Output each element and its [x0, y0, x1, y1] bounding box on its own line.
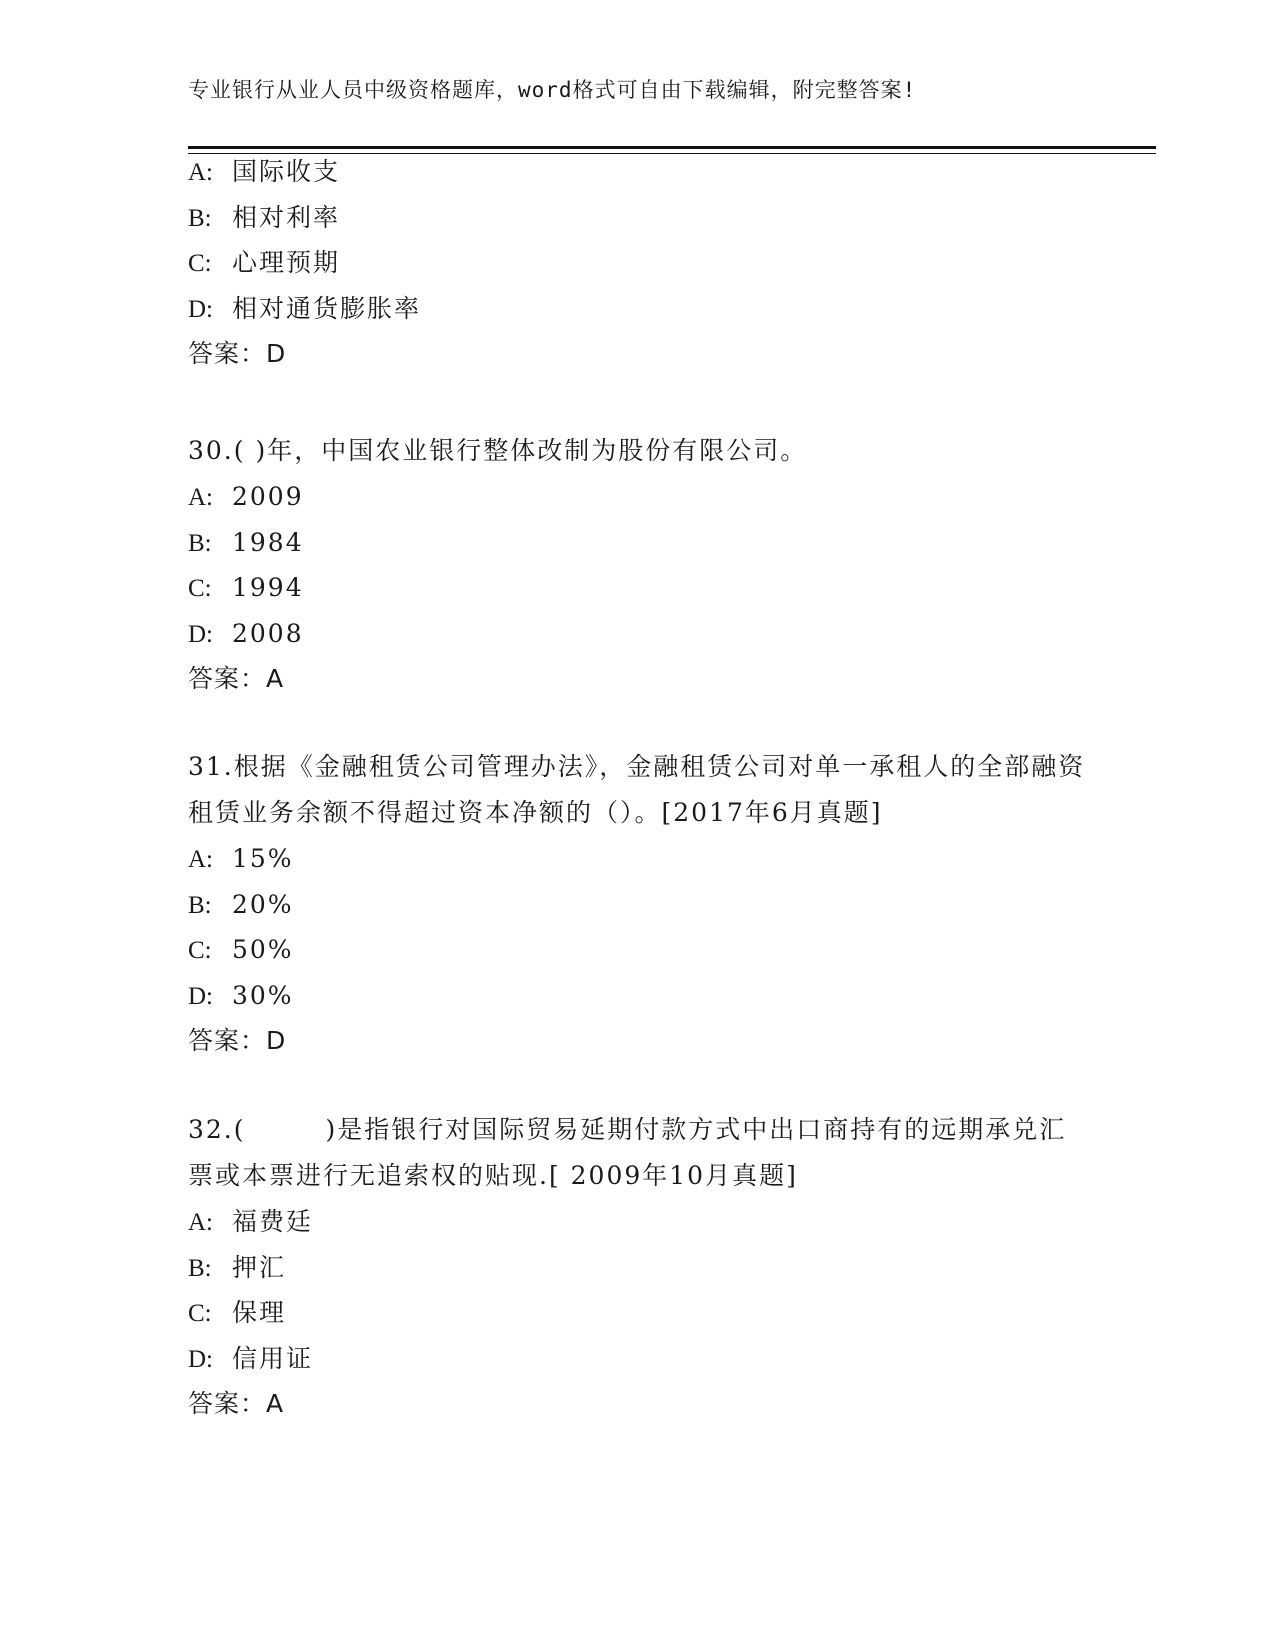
option-letter: D:	[188, 982, 213, 1010]
option-text: 15%	[232, 844, 294, 873]
option-text: 福费廷	[232, 1207, 314, 1236]
option-letter: C:	[188, 1300, 212, 1327]
option-c	[188, 927, 1088, 973]
option-d	[188, 1336, 1088, 1382]
page-header: 专业银行从业人员中级资格题库，word格式可自由下载编辑，附完整答案!	[188, 78, 917, 102]
option-letter: B:	[188, 204, 212, 232]
answer: 答案：D	[188, 339, 287, 368]
option-letter: B:	[188, 529, 212, 557]
option-letter: D:	[188, 620, 213, 648]
option-text: 30%	[232, 980, 294, 1010]
option-text: 2009	[232, 482, 304, 511]
option-text: 20%	[232, 889, 294, 919]
question-29	[188, 149, 1088, 377]
option-b	[188, 195, 1088, 241]
option-letter: A:	[188, 159, 213, 186]
option-a	[188, 836, 1088, 882]
option-letter: C:	[188, 937, 212, 964]
option-text: 心理预期	[232, 248, 341, 277]
option-text: 相对利率	[232, 202, 341, 232]
option-letter: A:	[188, 1209, 213, 1236]
option-text: 1994	[232, 573, 304, 602]
question-number: 32.(	[188, 1115, 246, 1144]
option-letter: C:	[188, 250, 212, 277]
option-c	[188, 565, 1088, 611]
question-32	[188, 1107, 1088, 1427]
option-letter: A:	[188, 846, 213, 873]
option-a	[188, 149, 1088, 195]
option-text: 保理	[232, 1298, 287, 1327]
option-letter: D:	[188, 1345, 213, 1373]
option-text: 相对通货膨胀率	[232, 293, 422, 323]
option-letter: B:	[188, 891, 212, 919]
answer: 答案：D	[188, 1026, 287, 1055]
option-letter: C:	[188, 575, 212, 602]
option-b	[188, 882, 1088, 928]
option-c	[188, 240, 1088, 286]
option-text: 押汇	[232, 1252, 287, 1282]
option-letter: D:	[188, 295, 213, 323]
question-30	[188, 428, 1088, 702]
option-d	[188, 286, 1088, 332]
option-text: 信用证	[232, 1343, 314, 1373]
option-text: 50%	[232, 935, 294, 964]
question-stem: 30.( )年，中国农业银行整体改制为股份有限公司。	[188, 436, 808, 465]
option-text: 2008	[232, 618, 304, 648]
option-letter: A:	[188, 484, 213, 511]
option-letter: B:	[188, 1254, 212, 1282]
option-a	[188, 1199, 1088, 1245]
option-d	[188, 611, 1088, 657]
answer: 答案：A	[188, 1389, 285, 1418]
answer: 答案：A	[188, 664, 285, 693]
option-d	[188, 973, 1088, 1019]
option-text: 国际收支	[232, 157, 341, 186]
question-stem: 31.根据《金融租赁公司管理办法》，金融租赁公司对单一承租人的全部融资租赁业务余额不得超过资本净额的（）。[2017年6月真题]	[188, 752, 1086, 827]
question-31	[188, 744, 1088, 1064]
question-text: )是指银行对国际贸易延期付款方式中出口商持有的远期承兑汇票或本票进行无追索权的贴现.[ 2009年10月真题]	[188, 1115, 1067, 1190]
option-b	[188, 1245, 1088, 1291]
option-a	[188, 474, 1088, 520]
option-text: 1984	[232, 527, 304, 557]
question-stem	[188, 1107, 1088, 1199]
option-b	[188, 520, 1088, 566]
option-c	[188, 1290, 1088, 1336]
